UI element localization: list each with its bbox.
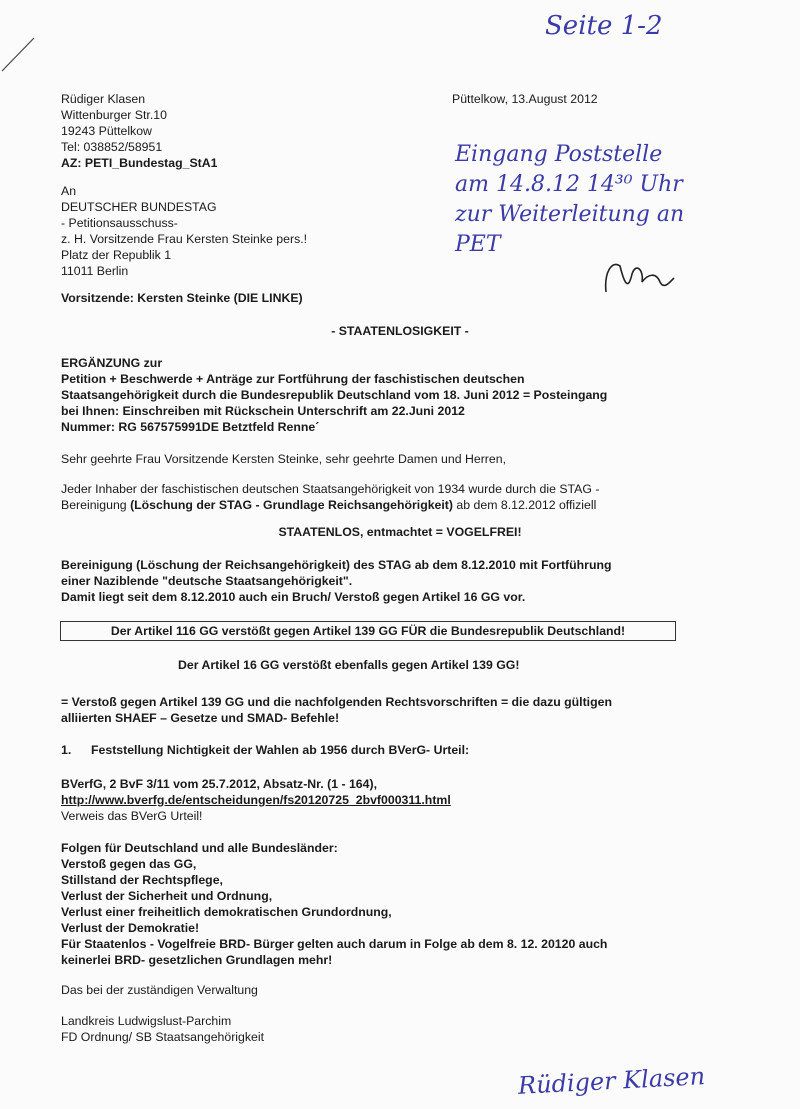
paragraph-2: [61, 557, 611, 605]
consequences-final-line-2: keinerlei BRD- gesetzlichen Grundlagen mehr!: [61, 953, 333, 967]
subject-line-5: Nummer: RG 567575991DE Betztfeld Renne´: [61, 420, 320, 434]
receipt-line-2: am 14.8.12 14³⁰ Uhr: [455, 172, 683, 197]
paragraph-1: [61, 481, 599, 513]
place-date: Püttelkow, 13.August 2012: [452, 92, 598, 106]
sender-name: Rüdiger Klasen: [61, 92, 146, 106]
receipt-signature-scribble: [598, 252, 678, 302]
chair-line: Vorsitzende: Kersten Steinke (DIE LINKE): [61, 291, 303, 305]
consequence-item: Verstoß gegen das GG,: [61, 857, 197, 871]
page-mark-handwritten: Seite 1-2: [545, 11, 663, 41]
sender-phone: Tel: 038852/58951: [61, 140, 163, 154]
paragraph-2-line-3: Damit liegt seit dem 8.12.2010 auch ein Bruch/ Verstoß gegen Artikel 16 GG vor.: [61, 590, 526, 604]
authority-line-1: Landkreis Ludwigslust-Parchim: [61, 1014, 232, 1028]
section-1-number: 1.: [61, 743, 72, 757]
receipt-line-3: zur Weiterleitung an: [455, 202, 685, 227]
document-title: - STAATENLOSIGKEIT -: [331, 324, 469, 338]
sender-city: 19243 Püttelkow: [61, 124, 152, 138]
recipient-street: Platz der Republik 1: [61, 248, 172, 262]
authority-block: [61, 1013, 264, 1045]
subject-line-3: Staatsangehörigkeit durch die Bundesrepublik Deutschland vom 18. Juni 2012 = Posteingang: [61, 388, 608, 402]
consequence-item: Verlust einer freiheitlich demokratischen Grundordnung,: [61, 905, 392, 919]
consequences-block: [61, 840, 607, 968]
verstoss-block: [61, 694, 612, 726]
salutation: Sehr geehrte Frau Vorsitzende Kersten Steinke, sehr geehrte Damen und Herren,: [61, 452, 506, 466]
recipient-attention: z. H. Vorsitzende Frau Kersten Steinke pers.!: [61, 232, 308, 246]
recipient-org: DEUTSCHER BUNDESTAG: [61, 200, 217, 214]
recipient-block: [61, 183, 307, 279]
paragraph-1-line-2: [61, 497, 599, 513]
paragraph-1-line-1: Jeder Inhaber der faschistischen deutschen Staatsangehörigkeit von 1934 wurde durch die STAG -: [61, 482, 600, 496]
consequence-item: Verlust der Demokratie!: [61, 921, 200, 935]
consequences-final-line-1: Für Staatenlos - Vogelfreie BRD- Bürger gelten auch darum in Folge ab dem 8. 12. 20120 auch: [61, 937, 608, 951]
receipt-annotation: [455, 140, 684, 260]
subject-line-4: bei Ihnen: Einschreiben mit Rückschein Unterschrift am 22.Juni 2012: [61, 404, 465, 418]
citation-note: Verweis das BVerG Urteil!: [61, 809, 203, 823]
signature-handwritten: Rüdiger Klasen: [517, 1062, 706, 1100]
paragraph-1-pre: Bereinigung: [61, 498, 131, 512]
consequence-item: Stillstand der Rechtspflege,: [61, 873, 223, 887]
authority-line-2: FD Ordnung/ SB Staatsangehörigkeit: [61, 1030, 265, 1044]
subject-line-2: Petition + Beschwerde + Anträge zur Fortführung der faschistischen deutschen: [61, 372, 525, 386]
subject-line-1: ERGÄNZUNG zur: [61, 356, 163, 370]
citation-block: [61, 776, 451, 824]
subject-block: [61, 355, 607, 435]
recipient-city: 11011 Berlin: [61, 264, 129, 278]
citation-line: BVerfG, 2 BvF 3/11 vom 25.7.2012, Absatz-Nr. (1 - 164),: [61, 777, 377, 791]
margin-pen-stroke: [0, 35, 40, 75]
staatenlos-statement: STAATENLOS, entmachtet = VOGELFREI!: [278, 525, 522, 539]
sender-block: [61, 91, 217, 171]
citation-url-link[interactable]: http://www.bverfg.de/entscheidungen/fs20120725_2bvf000311.html: [61, 793, 451, 807]
consequences-heading: Folgen für Deutschland und alle Bundesländer:: [61, 841, 338, 855]
sender-street: Wittenburger Str.10: [61, 108, 167, 122]
recipient-to: An: [61, 184, 77, 198]
recipient-committee: - Petitionsausschuss-: [61, 216, 178, 230]
verstoss-line-2: alliierten SHAEF – Gesetze und SMAD- Befehle!: [61, 711, 340, 725]
paragraph-2-line-2: einer Naziblende "deutsche Staatsangehörigkeit".: [61, 574, 353, 588]
sender-reference: AZ: PETI_Bundestag_StA1: [61, 156, 218, 170]
receipt-line-4: PET: [455, 232, 501, 257]
receipt-line-1: Eingang Poststelle: [455, 142, 663, 167]
verstoss-line-1: = Verstoß gegen Artikel 139 GG und die nachfolgenden Rechtsvorschriften = die dazu gültigen: [61, 695, 612, 709]
paragraph-1-post: ab dem 8.12.2012 offiziell: [453, 498, 597, 512]
section-1-heading: Feststellung Nichtigkeit der Wahlen ab 1956 durch BVerG- Urteil:: [91, 743, 470, 757]
closing-note: Das bei der zuständigen Verwaltung: [61, 983, 258, 997]
boxed-statement: Der Artikel 116 GG verstößt gegen Artikel 139 GG FÜR die Bundesrepublik Deutschland!: [60, 621, 676, 641]
paragraph-2-line-1: Bereinigung (Löschung der Reichsangehörigkeit) des STAG ab dem 8.12.2010 mit Fortführung: [61, 558, 612, 572]
consequence-item: Verlust der Sicherheit und Ordnung,: [61, 889, 273, 903]
paragraph-1-bold: (Löschung der STAG - Grundlage Reichsangehörigkeit): [130, 498, 453, 512]
art16-statement: Der Artikel 16 GG verstößt ebenfalls gegen Artikel 139 GG!: [178, 658, 520, 672]
